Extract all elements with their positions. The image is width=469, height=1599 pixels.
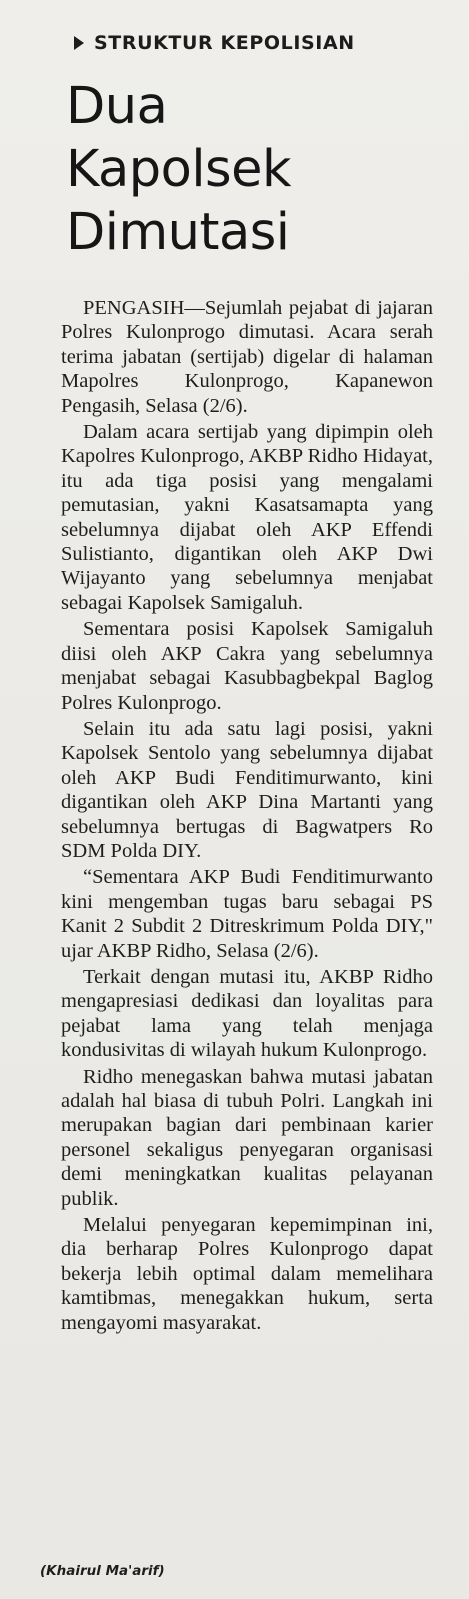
article-paragraph: Selain itu ada satu lagi posisi, yakni Kapolsek Sentolo yang sebelumnya dijabat oleh AKP Budi Fenditimurwanto, kini digantikan oleh AKP Dina Martanti yang sebelumnya bertugas di Bagwatpers Ro SDM Polda DIY. (61, 717, 433, 862)
article-paragraph: Sementara posisi Kapolsek Samigaluh diisi oleh AKP Cakra yang sebelumnya menjabat sebagai Kasubbagbekpal Baglog Polres Kulonprogo. (61, 618, 433, 714)
article-paragraph: “Sementara AKP Budi Fenditimurwanto kini mengemban tugas baru sebagai PS Kanit 2 Subdit 2 Ditreskrimum Polda DIY," ujar AKBP Ridho, Selasa (2/6). (61, 866, 433, 962)
article-body (61, 296, 433, 1337)
kicker-label: STRUKTUR KEPOLISIAN (94, 32, 355, 54)
article-paragraph: Melalui penyegaran kepemimpinan ini, dia berharap Polres Kulonprogo dapat bekerja lebih optimal dalam memelihara kamtibmas, menegakkan hukum, serta mengayomi masyarakat. (61, 1214, 433, 1334)
article-paragraph: Terkait dengan mutasi itu, AKBP Ridho mengapresiasi dedikasi dan loyalitas para pejabat lama yang telah menjaga kondusivitas di wilayah hukum Kulonprogo. (61, 965, 433, 1062)
article-paragraph: PENGASIH—Sejumlah pejabat di jajaran Polres Kulonprogo dimutasi. Acara serah terima jabatan (sertijab) digelar di halaman Mapolres Kulonprogo, Kapanewon Pengasih, Selasa (2/6). (61, 297, 433, 417)
article-paragraph: Ridho menegaskan bahwa mutasi jabatan adalah hal biasa di tubuh Polri. Langkah ini merupakan bagian dari pembinaan karier personel sekaligus penyegaran organisasi demi meningkatkan kualitas pelayanan publik. (61, 1065, 433, 1210)
headline-line: Dua (66, 77, 168, 136)
article-paragraph: Dalam acara sertijab yang dipimpin oleh Kapolres Kulonprogo, AKBP Ridho Hidayat, itu ada tiga posisi yang mengalami pemutasian, yakni Kasatsamapta yang sebelumnya dijabat oleh AKP Effendi Sulistianto, digantikan oleh AKP Dwi Wijayanto yang sebelumnya menjabat sebagai Kapolsek Samigaluh. (61, 421, 433, 614)
section-kicker (74, 30, 355, 56)
headline-line: Dimutasi (66, 203, 290, 262)
headline (66, 75, 456, 264)
author-byline: (Khairul Ma'arif) (40, 1563, 165, 1579)
triangle-bullet-icon (74, 36, 84, 50)
headline-line: Kapolsek (66, 140, 292, 199)
